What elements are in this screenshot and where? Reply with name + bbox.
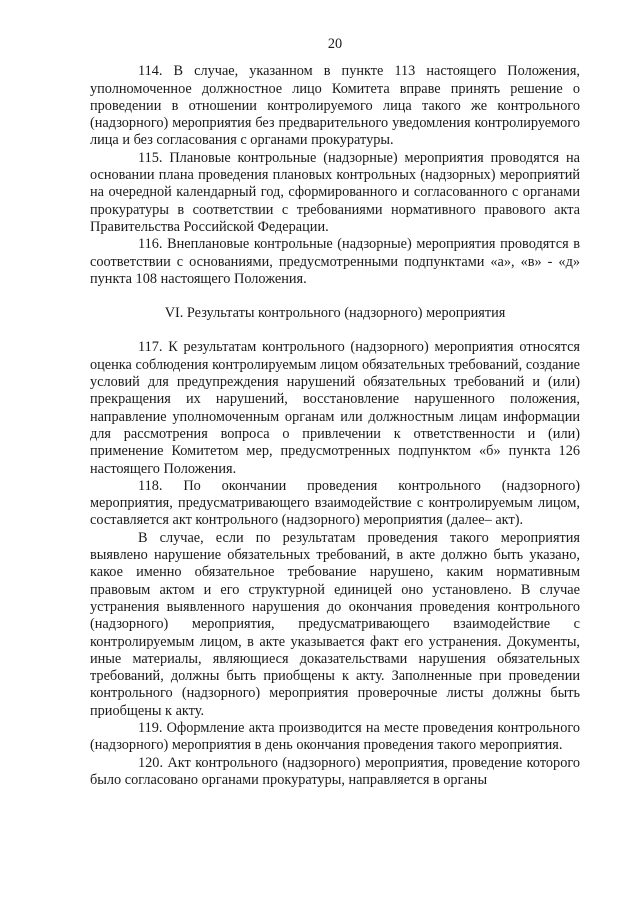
- paragraph-118-cont: В случае, если по результатам проведения такого мероприятия выявлено нарушение обязательных требований, в акте должно быть указано, какое именно обязательное требование нарушено, каким нормативным правовым актом и его структурной единицей оно установлено. В случае устранения выявленного нарушения до окончания проведения контрольного (надзорного) мероприятия, предусматривающего взаимодействие с контролируемым лицом, в акте указывается факт его устранения. Документы, иные материалы, являющиеся доказательствами нарушения обязательных требований, должны быть приобщены к акту. Заполненные при проведении контрольного (надзорного) мероприятия проверочные листы должны быть приобщены к акту.: [90, 529, 580, 719]
- paragraph-114: 114. В случае, указанном в пункте 113 настоящего Положения, уполномоченное должностное лицо Комитета вправе принять решение о проведении в отношении контролируемого лица такого же контрольного (надзорного) мероприятия без предварительного уведомления контролируемого лица и без согласования с органами прокуратуры.: [90, 63, 580, 149]
- document-page: [90, 36, 580, 789]
- paragraph-120: 120. Акт контрольного (надзорного) мероприятия, проведение которого было согласовано органами прокуратуры, направляется в органы: [90, 754, 580, 788]
- paragraph-117: 117. К результатам контрольного (надзорного) мероприятия относятся оценка соблюдения контролируемым лицом обязательных требований, создание условий для предупреждения нарушений обязательных требований и (или) прекращения их нарушений, восстановление нарушенного положения, направление уполномоченным органам или должностным лицам информации для рассмотрения вопроса о привлечении к ответственности и (или) применение Комитетом мер, предусмотренных подпунктом «б» пункта 126 настоящего Положения.: [90, 339, 580, 477]
- paragraph-118: 118. По окончании проведения контрольного (надзорного) мероприятия, предусматривающего взаимодействие с контролируемым лицом, составляется акт контрольного (надзорного) мероприятия (далее– акт).: [90, 477, 580, 529]
- paragraph-115: 115. Плановые контрольные (надзорные) мероприятия проводятся на основании плана проведения плановых контрольных (надзорных) мероприятий на очередной календарный год, сформированного и согласованного с органами прокуратуры в соответствии с требованиями нормативного правового акта Правительства Российской Федерации.: [90, 149, 580, 235]
- page-number: 20: [327, 36, 343, 52]
- paragraph-119: 119. Оформление акта производится на месте проведения контрольного (надзорного) мероприятия в день окончания проведения такого мероприятия.: [90, 719, 580, 754]
- paragraph-116: 116. Внеплановые контрольные (надзорные) мероприятия проводятся в соответствии с основаниями, предусмотренными подпунктами «а», «в» - «д» пункта 108 настоящего Положения.: [90, 236, 580, 287]
- section-heading: VI. Результаты контрольного (надзорного) мероприятия: [164, 305, 506, 322]
